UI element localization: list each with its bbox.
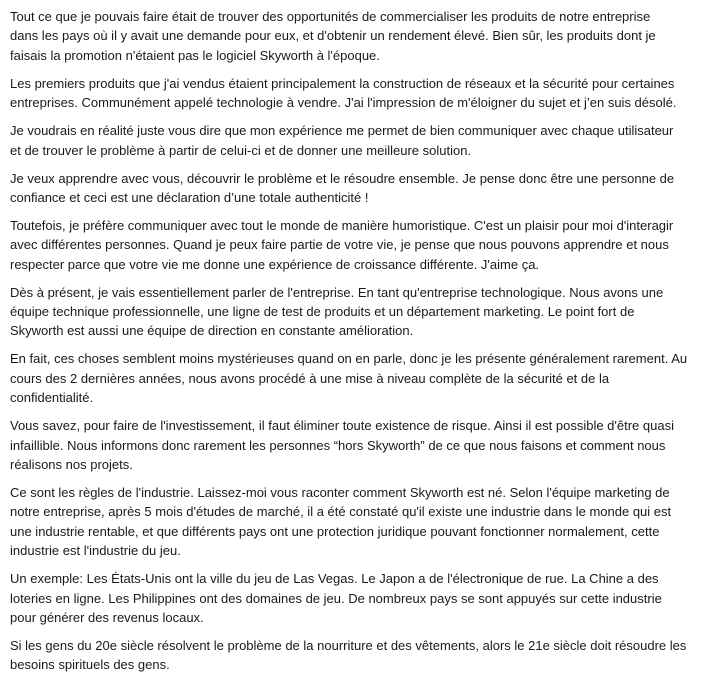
text-line: Les premiers produits que j'ai vendus étaient principalement la construction de réseaux et la sécurité pour certaines	[10, 75, 675, 91]
paragraph	[10, 216, 721, 274]
paragraph	[10, 416, 721, 474]
text-line: Si les gens du 20e siècle résolvent le problème de la nourriture et des vêtements, alors le 21e siècle doit résoudre les	[10, 637, 687, 653]
text-line: Dès à présent, je vais essentiellement parler de l'entreprise. En tant qu'entreprise technologique. Nous avons une	[10, 284, 664, 300]
text-line: besoins spirituels des gens.	[10, 657, 170, 673]
text-line: loteries en ligne. Les Philippines ont des domaines de jeu. De nombreux pays se sont appuyés sur cette industrie	[10, 590, 662, 606]
text-line: Ce sont les règles de l'industrie. Laissez-moi vous raconter comment Skyworth est né. Selon l'équipe marketing de	[10, 484, 670, 500]
paragraph	[10, 569, 721, 627]
paragraph	[10, 169, 721, 208]
paragraph	[10, 483, 721, 561]
text-line: Tout ce que je pouvais faire était de trouver des opportunités de commercialiser les produits de notre entreprise	[10, 9, 651, 24]
text-line: infaillible. Nous informons donc rarement les personnes “hors Skyworth” de ce que nous faisons et comment nous	[10, 437, 666, 453]
text-line: faisais la promotion n'étaient pas le logiciel Skyworth à l'époque.	[10, 47, 380, 63]
text-line: équipe technique professionnelle, une ligne de test de produits et un département marketing. Le point fort de	[10, 304, 635, 320]
text-line: Vous savez, pour faire de l'investissement, il faut éliminer toute existence de risque. Ainsi il est possible d'être quasi	[10, 418, 674, 434]
paragraph	[10, 74, 721, 113]
text-line: En fait, ces choses semblent moins mystérieuses quand on en parle, donc je les présente généralement rarement. Au	[10, 351, 688, 367]
text-line: pour générer des revenus locaux.	[10, 609, 204, 625]
text-line: industrie est l'industrie du jeu.	[10, 543, 181, 559]
text-line: dans les pays où il y avait une demande pour eux, et d'obtenir un rendement élevé. Bien sûr, les produits dont je	[10, 28, 656, 44]
paragraph	[10, 7, 721, 65]
text-line: Je voudrais en réalité juste vous dire que mon expérience me permet de bien communiquer avec chaque utilisateur	[10, 123, 674, 139]
text-line: confidentialité.	[10, 390, 94, 406]
text-line: réalisons nos projets.	[10, 456, 133, 472]
text-line: confiance et ceci est une déclaration d’une totale authenticité !	[10, 189, 369, 205]
paragraph	[10, 636, 721, 675]
text-line: Skyworth est aussi une équipe de direction en constante amélioration.	[10, 323, 414, 339]
text-line: Je veux apprendre avec vous, découvrir le problème et le résoudre ensemble. Je pense donc être une personne de	[10, 170, 675, 186]
text-line: Toutefois, je préfère communiquer avec tout le monde de manière humoristique. C'est un plaisir pour moi d'interagir	[10, 217, 674, 233]
text-line: entreprises. Communément appelé technologie à vendre. J'ai l'impression de m'éloigner du sujet et j’en suis désolé.	[10, 95, 677, 111]
text-line: avec différentes personnes. Quand je peux faire partie de votre vie, je pense que nous pouvons apprendre et nous	[10, 237, 669, 253]
text-line: respecter parce que votre vie me donne une expérience de croissance différente. J'aime ça.	[10, 256, 540, 272]
text-line: une industrie rentable, et que différents pays ont une protection juridique pouvant fonctionner normalement, cette	[10, 523, 660, 539]
paragraph	[10, 283, 721, 341]
text-line: Un exemple: Les États-Unis ont la ville du jeu de Las Vegas. Le Japon a de l'électronique de rue. La Chine a des	[10, 571, 659, 587]
text-line: cours des 2 dernières années, nous avons procédé à une mise à niveau complète de la sécurité et de la	[10, 370, 610, 386]
paragraph	[10, 121, 721, 160]
text-line: et de trouver le problème à partir de celui-ci et de donner une meilleure solution.	[10, 142, 472, 158]
paragraph	[10, 349, 721, 407]
text-line: notre entreprise, après 5 mois d'études de marché, il a été constaté qu'il existe une industrie dans le monde qui est	[10, 504, 672, 520]
